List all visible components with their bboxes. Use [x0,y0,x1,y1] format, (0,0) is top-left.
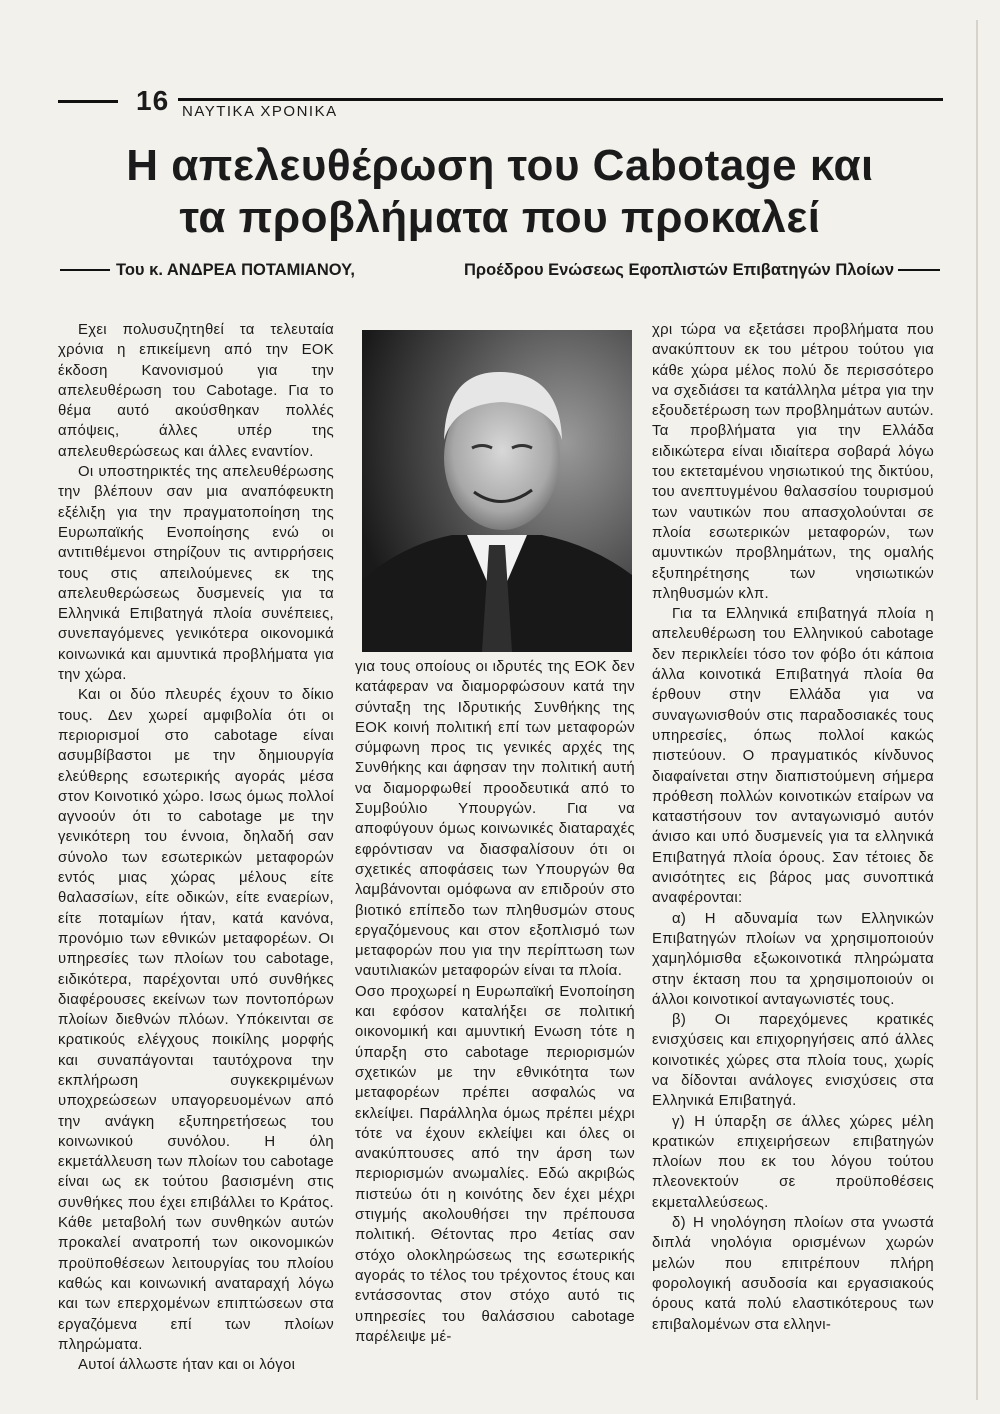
paragraph: Και οι δύο πλευρές έχουν το δίκιο τους. Δεν χωρεί αμφιβολία ότι οι περιορισμοί στο cabotage είναι ασυμβίβαστοι με την δημιουργία ελεύθερης εσωτερικής αγοράς μέσα στον Κοινοτικό χώρο. Ισως όμως πολλοί αγνοούν ότι το cabotage με την γενικότερη του έννοια, δηλαδή σαν σύνολο των εσωτερικών μεταφορών εντός μιας χώρας μέλους είτε θαλασσίων, είτε οδικών, είτε εναερίων, είτε ποταμίων ήταν, κατά κανόνα, προνόμιο των εθνικών μεταφορέων. Οι υπηρεσίες των πλοίων του cabotage, ειδικότερα, παρέχονται υπό συνθήκες διαφέρουσες εκείνων των ποντοπόρων πλοίων διεθνών πλόων. Υπόκεινται σε κρατικούς ελέγχους ποικίλης μορφής και συναπάγονται ταυτόχρονα την εκπλήρωση συγκεκριμένων υποχρεώσεων υπαγορευομένων από την ανάγκη εξυπηρετήσεως του κοινωνικού συνόλου. Η όλη εκμετάλλευση των πλοίων του cabotage είναι ως εκ τούτου βασισμένη στις συνθήκες που έχει επιβάλλει το Κράτος. Κάθε μεταβολή των συνθηκών αυτών προκαλεί ανατροπή των οικονομικών προϋποθέσεων λειτουργίας του πλοίου καθώς και κοινωνική αναταραχή λόγω και των επερχομένων επιπτώσεων στα εργαζόμενα επί των πλοίων πληρώματα. [58,687,335,1353]
paragraph: β) Οι παρεχόμενες κρατικές ενισχύσεις και επιχορηγήσεις από άλλες κοινοτικές χώρες στα πλοία τους, χωρίς να δίδονται ανάλογες ενισχύσεις στα Ελληνικά Επιβατηγά. [652,1012,934,1110]
paragraph: χρι τώρα να εξετάσει προβλήματα που ανακύπτουν εκ του μέτρου τούτου για κάθε χώρα μέλος πολύ δε περισσότερο να σχεδιάσει τα κατάλληλα μέτρα για την εξουδετέρωση των προβλημάτων αυτών. Τα προβλήματα για την Ελλάδα ειδικώτερα είναι ιδιαίτερα σοβαρά λόγω του εκτεταμένου νησιωτικού της δικτύου, του ανεπτυγμένου θαλασσίου τουρισμού των ναυτικών που απασχολούνται σε πλοία εσωτερικών μεταφορών, των αμυντικών προβλημάτων, της ομαλής εξυπηρέτησης των νησιωτικών πληθυσμών κλπ. [652,322,934,602]
article-title-line-2: τα προβλήματα που προκαλεί [179,193,821,242]
header-rule-left [58,100,118,103]
article-column-3 [652,320,934,1335]
byline-author: Του κ. ΑΝΔΡΕΑ ΠΟΤΑΜΙΑΝΟΥ, [116,260,355,279]
portrait-illustration [362,330,632,652]
article-title-line-1: Η απελευθέρωση του Cabotage και [126,141,874,190]
paragraph: Αυτοί άλλωστε ήταν και οι λόγοι [78,1357,296,1374]
publication-name: ΝΑΥΤΙΚΑ ΧΡΟΝΙΚΑ [182,103,338,120]
author-portrait-photo [362,330,632,652]
article-title [40,140,960,244]
page-number: 16 [136,85,170,116]
page-header [58,86,943,120]
byline [60,258,940,282]
article-column-2 [355,657,635,1347]
paragraph: Για τα Ελληνικά επιβατηγά πλοία η απελευθέρωση του Ελληνικού cabotage δεν περικλείει τόσο τον φόβο ότι κάποια άλλα κοινοτικά Επιβατηγά πλοία θα έρθουν στην Ελλάδα για να συναγωνισθούν στις παραδοσιακές τους υπηρεσίες, όπως πολλοί κακώς πιστεύουν. Ο πραγματικός κίνδυνος διαφαίνεται στην διαπιστούμενη σήμερα πρόθεση πολλών κοινοτικών εταίρων να καταστήσουν τον ανταγωνισμό αυτόν άνισο και υπό δυσμενείς για τα ελληνικά Επιβατηγά πλοία όρους. Σαν τέτοιες δε ανισότητες εις βάρος μας συνοπτικά αναφέρονται: [652,606,934,907]
header-rule-right [178,98,943,101]
paragraph: α) Η αδυναμία των Ελληνικών Επιβατηγών πλοίων να χρησιμοποιούν χαμηλόμισθα εξωκοινοτικά πληρώματα στην έκταση που τα χρησιμοποιούν οι άλλοι κοινοτικοί ανταγωνιστές τους. [652,910,934,1008]
paragraph: Οι υποστηρικτές της απελευθέρωσης την βλέπουν σαν μια αναπόφευκτη εξέλιξη για την πραγματοποίηση της Ευρωπαϊκής Ενοποίησης ενώ οι αντιτιθέμενοι στηρίζουν τις αντιρρήσεις τους στις απειλούμενες εκ της απελευθερώσεως δυσμενείς για τα Ελληνικά Επιβατηγά πλοία συνέπειες, συνεπαγόμενες γενικότερα οικονομικά κοινωνικά και αμυντικά προβλήματα για την χώρα. [58,464,334,684]
article-column-1 [58,320,334,1375]
paragraph: δ) Η νηολόγηση πλοίων στα γνωστά διπλά νηολόγια ορισμένων χωρών μελών που επιτρέπουν πλήρη φορολογική ασυδοσία και εργασιακούς όρους κατά πολύ ελαστικότερους των επιβαλομένων στα ελληνι- [652,1215,934,1333]
byline-position: Προέδρου Ενώσεως Εφοπλιστών Επιβατηγών Πλοίων [464,260,894,279]
paragraph: γ) Η ύπαρξη σε άλλες χώρες μέλη κρατικών επιχειρήσεων επιβατηγών πλοίων που εκ του λόγου τούτου πλεονεκτούν σε προϋποθέσεις εκμεταλλεύσεως. [652,1113,934,1211]
paragraph: για τους οποίους οι ιδρυτές της ΕΟΚ δεν κατάφεραν να διαμορφώσουν κατά την σύνταξη της Ιδρυτικής Συνθήκης της ΕΟΚ κοινή πολιτική επί των μεταφορών σύμφωνη προς τις γενικές αρχές της Συνθήκης και άφησαν την πολιτική αυτή να διαμορφωθεί προοδευτικά από το Συμβούλιο Υπουργών. Για να αποφύγουν όμως κοινωνικές διαταραχές εφρόντισαν να διασφαλίσουν ότι οι σχετικές αποφάσεις των Υπουργών θα λαμβάνονται ομόφωνα αν επιδρούν στο βιοτικό επίπεδο των πληθυσμών στους εργαζόμενους και στον εξοπλισμό των μεταφορών που για την περίπτωση των ναυτιλιακών μεταφορών είναι τα πλοία. [355,659,635,980]
byline-rule-left [60,269,110,271]
paragraph: Οσο προχωρεί η Ευρωπαϊκή Ενοποίηση και εφόσον καταλήξει σε πολιτική οικονομική και αμυντική Ενωση τότε η ύπαρξη στο cabotage περιορισμών σχετικών με την εθνικότητα των μεταφορέων πρέπει ασφαλώς να εκλείψει. Παράλληλα όμως πρέπει μέχρι τότε να έχουν εκλείψει και όλες οι ανακύπτουσες από την άρση των περιορισμών ανωμαλίες. Εδώ ακριβώς πιστεύω ότι η κοινότης δεν έχει μέχρι στιγμής ακολουθήσει την πρέπουσα πολιτική. Θέτοντας προ 4ετίας σαν στόχο ολοκληρώσεως της εσωτερικής αγοράς το τέλος του τρέχοντος έτους και εντάσσοντας στον στόχο αυτό τις υπηρεσίες του θαλάσσιου cabotage παρέλειψε μέ- [355,983,635,1345]
scan-edge [976,20,978,1400]
byline-text [116,261,894,280]
paragraph: Εχει πολυσυζητηθεί τα τελευταία χρόνια η επικείμενη από την ΕΟΚ έκδοση Κανονισμού για την απελευθέρωση του Cabotage. Για το θέμα αυτό ακούσθηκαν πολλές απόψεις, άλλες υπέρ της απελευθερώσεως και άλλες εναντίον. [58,322,334,460]
byline-rule-right [898,269,940,271]
